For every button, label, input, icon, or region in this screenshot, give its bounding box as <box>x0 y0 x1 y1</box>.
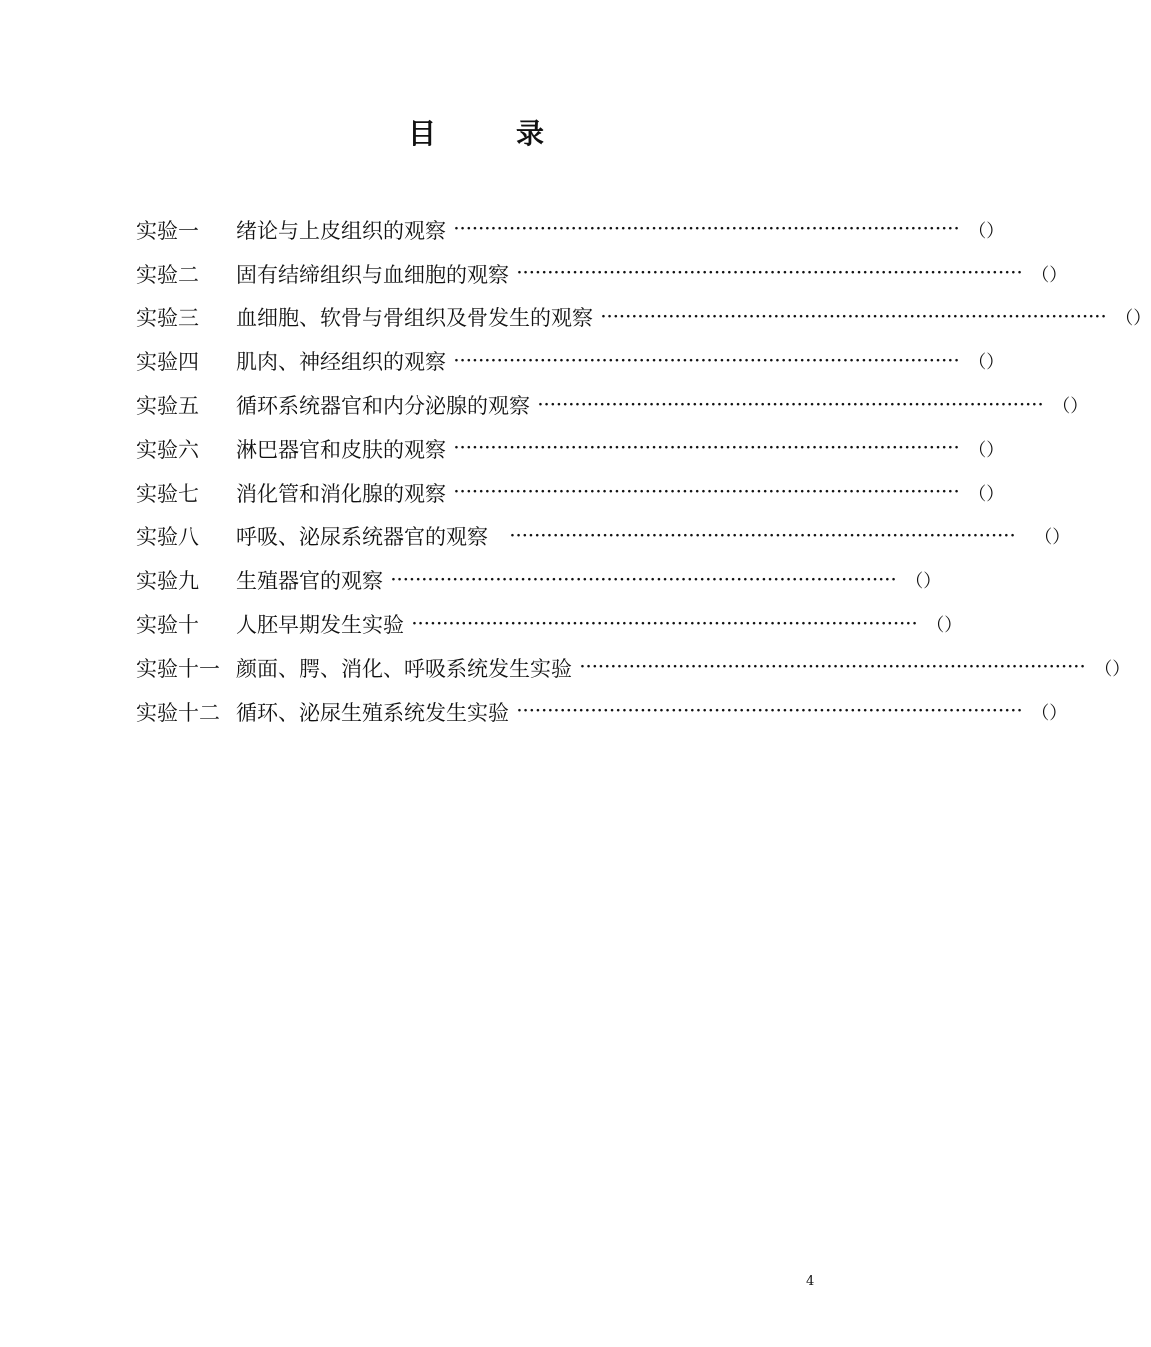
toc-dot-leader: ·················································································· <box>517 703 1024 720</box>
toc-entry-title: 消化管和消化腺的观察 <box>236 481 446 506</box>
toc-entry[interactable] <box>136 208 1005 252</box>
toc-entry-number: 实验三 <box>136 306 199 331</box>
toc-entry-page: （） <box>1034 527 1071 549</box>
toc-entry-number: 实验十一 <box>136 656 220 681</box>
toc-dot-leader: ·················································································· <box>412 615 919 632</box>
toc-dot-leader: ·················································································· <box>538 396 1045 413</box>
toc-entry-page: （） <box>1094 658 1131 680</box>
toc-dot-leader: ·················································································· <box>580 659 1087 676</box>
toc-entry-page: （） <box>1031 264 1068 286</box>
page-number: 4 <box>806 1274 815 1289</box>
toc-entry-title: 生殖器官的观察 <box>236 569 383 594</box>
toc-entry-title: 固有结缔组织与血细胞的观察 <box>236 262 509 287</box>
toc-entry-number: 实验十 <box>136 613 199 638</box>
toc-entry-page: （） <box>1115 308 1151 330</box>
toc-entry-page: （） <box>905 571 942 593</box>
toc-entry-number: 实验十二 <box>136 700 220 725</box>
toc-entry-number: 实验五 <box>136 394 199 419</box>
toc-entry-title: 淋巴器官和皮肤的观察 <box>236 437 446 462</box>
toc-entry[interactable] <box>136 252 1068 296</box>
toc-entry-title: 循环系统器官和内分泌腺的观察 <box>236 394 530 419</box>
toc-entry-title: 呼吸、泌尿系统器官的观察 <box>236 525 488 550</box>
toc-dot-leader: ·················································································· <box>454 440 961 457</box>
toc-entry[interactable] <box>136 558 942 602</box>
toc-entry-number: 实验四 <box>136 350 199 375</box>
toc-dot-leader: ·················································································· <box>517 265 1024 282</box>
toc-entry-title: 人胚早期发生实验 <box>236 613 404 638</box>
toc-entry[interactable] <box>136 383 1089 427</box>
toc-dot-leader: ·················································································· <box>454 484 961 501</box>
toc-dot-leader: ·················································································· <box>510 527 1017 544</box>
toc-entry-number: 实验九 <box>136 569 199 594</box>
toc-dot-leader: ·················································································· <box>454 352 961 369</box>
toc-entry[interactable] <box>136 339 1005 383</box>
toc-entry-title: 绪论与上皮组织的观察 <box>236 218 446 243</box>
toc-dot-leader: ·················································································· <box>454 221 961 238</box>
toc-entry[interactable] <box>136 690 1068 734</box>
toc-entry[interactable] <box>136 296 1151 340</box>
table-of-contents <box>136 208 1151 734</box>
toc-entry-title: 颜面、腭、消化、呼吸系统发生实验 <box>236 656 572 681</box>
toc-entry-title: 循环、泌尿生殖系统发生实验 <box>236 700 509 725</box>
toc-dot-leader: ·················································································· <box>601 308 1108 325</box>
toc-entry-number: 实验六 <box>136 437 199 462</box>
toc-entry-page: （） <box>968 439 1005 461</box>
toc-entry-number: 实验一 <box>136 218 199 243</box>
toc-entry[interactable] <box>136 427 1005 471</box>
toc-entry-title: 肌肉、神经组织的观察 <box>236 350 446 375</box>
toc-entry[interactable] <box>136 602 963 646</box>
toc-entry-page: （） <box>926 615 963 637</box>
page-title: 目 录 <box>407 117 570 150</box>
toc-entry-number: 实验七 <box>136 481 199 506</box>
toc-entry-page: （） <box>968 352 1005 374</box>
toc-entry-title: 血细胞、软骨与骨组织及骨发生的观察 <box>236 306 593 331</box>
toc-entry[interactable] <box>136 471 1005 515</box>
toc-entry-number: 实验二 <box>136 262 199 287</box>
toc-entry-page: （） <box>1031 702 1068 724</box>
toc-dot-leader: ·················································································· <box>391 571 898 588</box>
toc-entry-page: （） <box>968 220 1005 242</box>
toc-entry-page: （） <box>968 483 1005 505</box>
toc-entry[interactable] <box>136 515 1071 559</box>
toc-entry[interactable] <box>136 646 1131 690</box>
toc-entry-page: （） <box>1052 396 1089 418</box>
toc-entry-number: 实验八 <box>136 525 199 550</box>
